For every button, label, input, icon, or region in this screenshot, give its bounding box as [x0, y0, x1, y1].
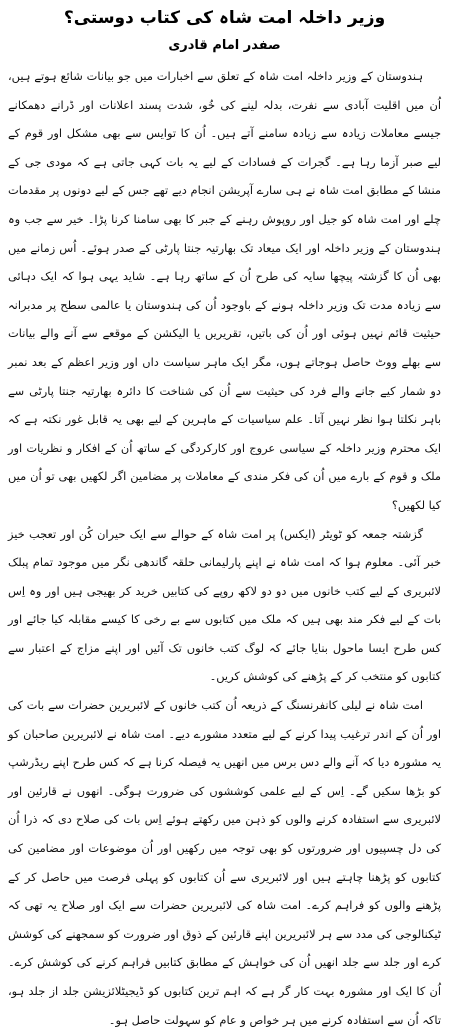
- article-title: وزیر داخلہ امت شاہ کی کتاب دوستی؟: [63, 8, 386, 28]
- article-paragraph-2: گزشتہ جمعہ کو ٹویٹر (ایکس) پر امت شاہ کے حوالے سے ایک حیران کُن اور تعجب خیز خبر آئی۔ معلوم ہوا کہ امت شاہ نے اپنے پارلیمانی حلقہ گاندھی نگر میں موجود تمام پبلک لائبریری کے لیے کتب خانوں میں دو دو لاکھ روپے کی کتابیں خرید کر بھیجی ہیں اور وہ اِس بات کے لیے فکر مند بھی ہیں کہ ملک میں کتابوں سے بے رخی کا کیسے مقابلہ کیا جائے اور کس طرح ایسا ماحول بنایا جائے کہ لوگ کتب خانوں تک آئیں اور اپنے مزاج کے اعتبار سے کتابوں کو منتخب کر کے پڑھنے کی کوشش کریں۔: [8, 526, 441, 684]
- article-body: [8, 62, 441, 1034]
- article-paragraph-3: امت شاہ نے لیلی کانفرنسنگ کے ذریعہ اُن کتب خانوں کے لائبریرین حضرات سے بات کی اور اُن کے اندر ترغیب پیدا کرنے کے لیے متعدد مشورے دیے۔ امت شاہ نے لائبریرین صاحبان کو یہ مشورہ دیا کہ آنے والے دس برس میں انھیں یہ فیصلہ کرنا ہے کہ کس طرح اپنے ریڈرشپ کو بڑھا سکیں گے۔ اِس کے لیے علمی کوششوں کی ضرورت ہوگی۔ انھوں نے قارئین اور لائبریری سے استفادہ کرنے والوں کو ذہن میں رکھتے ہوئے اِس بات کی صلاح دی کہ ذرا اُن کی دل چسپیوں اور ضرورتوں کو بھی توجہ میں رکھیں اور اُن موضوعات اور مضامین کی کتابوں کو پڑھنا چاہتے ہیں اور لائبریری سے اُن کتابوں کو پہلی فرصت میں حاصل کر کے پڑھنے والوں کو فراہم کرے۔ امت شاہ کی لائبریرین حضرات سے ایک اور صلاح یہ تھی کہ ٹیکنالوجی کی مدد سے ہر لائبریرین اپنے قارئین کے ذوق اور ضرورت کو سمجھنے کی کوشش کرے اور جلد سے جلد انھیں اُن کی خواہش کے مطابق کتابیں فراہم کرنے کی کوشش کرے۔ اُن کا ایک اور مشورہ بہت کار گر ہے کہ اہم ترین کتابوں کو ڈیجیٹلائزیشن جلد از جلد ہو، تاکہ اُن سے استفادہ کرنے میں ہر خواص و عام کو سہولت حاصل ہو۔: [8, 698, 441, 1027]
- article-paragraph-1: ہندوستان کے وزیر داخلہ امت شاہ کے تعلق سے اخبارات میں جو بیانات شائع ہوتے ہیں، اُن میں اقلیت آبادی سے نفرت، بدلہ لینے کی خُو، شدت پسند اعلانات اور ڈرانے دھمکانے جیسے معاملات زیادہ سے زیادہ سامنے آتے ہیں۔ اُن کا توایس سے بھی مشکل اور قوم کے لیے صبر آزما رہا ہے۔ گجرات کے فسادات کے لیے یہ بات کہی جاتی ہے کہ مودی جی کے منشا کے مطابق امت شاہ نے ہی سارے آپریشن انجام دیے تھے جس کے لیے دونوں پر مقدمات چلے اور امت شاہ کو جیل اور روپوش رہنے کے جبر کا بھی سامنا کرنا پڑا۔ خیر سے جب وہ ہندوستان کے وزیر داخلہ اور ایک میعاد تک بھارتیہ جنتا پارٹی کے صدر ہوئے۔ اُس زمانے میں بھی اُن کا گزشتہ پیچھا سایہ کی طرح اُن کے ساتھ رہا ہے۔ شاید یہی ہوا کہ ایک دہائی سے زیادہ مدت تک وزیر داخلہ ہونے کے باوجود اُن کی ہندوستان یا عالمی سطح پر مدبرانہ حیثیت قائم نہیں ہوئی اور اُن کی باتیں، تقریریں یا الیکشن کے موقعے سے آنے والے بیانات سے بھلے ووٹ حاصل ہوجاتے ہوں، مگر ایک ماہر سیاست داں اور وزیر اعظم کے بعد نمبر دو شمار کیے جانے والے فرد کی حیثیت سے اُن کی شناخت کا دائرہ بھارتیہ جنتا پارٹی سے باہر نکلتا ہوا نظر نہیں آتا۔ علم سیاسیات کے ماہرین کے لیے بھی یہ قابل غور نکتہ ہے کہ ایک محترم وزیر داخلہ کے سیاسی عروج اور کارکردگی کے ساتھ اُن کے افکار و نظریات اور ملک و قوم کے بارے میں اُن کی فکر مندی کے معاملات پر مضامین اگر لکھیں بھی تو اُن میں کیا لکھیں؟: [8, 69, 441, 512]
- article-author: صفدر امام قادری: [168, 38, 281, 53]
